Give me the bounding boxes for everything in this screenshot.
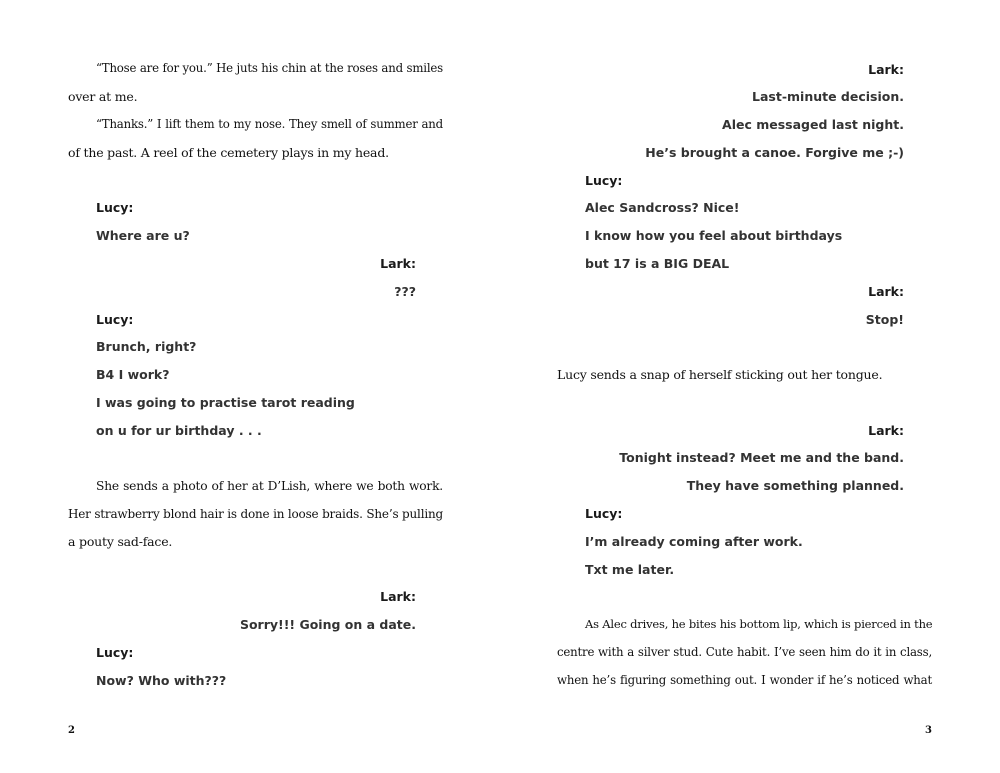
text-message: but 17 is a BIG DEAL [585,256,730,271]
paragraph-line: when he’s figuring something out. I wonder if he’s noticed what [557,673,932,687]
text-message: B4 I work? [96,367,170,382]
sender-label-lark: Lark: [868,423,904,438]
page-number: 2 [68,725,75,736]
sender-label-lark: Lark: [380,589,416,604]
paragraph-line: She sends a photo of her at D’Lish, where we both work. [96,479,443,493]
text-message: Alec messaged last night. [722,117,904,132]
text-message: I was going to practise tarot reading [96,395,355,410]
text-message: Now? Who with??? [96,673,227,688]
sender-label-lucy: Lucy: [96,200,134,215]
text-message: They have something planned. [686,478,904,493]
sender-label-lucy: Lucy: [96,312,134,327]
paragraph-line: Her strawberry blond hair is done in loose braids. She’s pulling [68,507,443,521]
text-message: He’s brought a canoe. Forgive me ;-) [645,145,904,160]
text-message: I’m already coming after work. [585,534,803,549]
text-message: Alec Sandcross? Nice! [585,200,740,215]
text-message: Last-minute decision. [752,89,904,104]
text-message: on u for ur birthday . . . [96,423,262,438]
paragraph-line: “Those are for you.” He juts his chin at the roses and smiles [96,61,443,75]
paragraph-line: centre with a silver stud. Cute habit. I’ve seen him do it in class, [557,645,932,659]
text-message: Sorry!!! Going on a date. [239,617,416,632]
text-message: ??? [394,284,416,299]
text-message: Txt me later. [585,562,675,577]
text-message: Tonight instead? Meet me and the band. [619,450,904,465]
paragraph-line: over at me. [68,89,138,104]
sender-label-lark: Lark: [380,256,416,271]
text-message: Stop! [865,312,904,327]
paragraph-line: As Alec drives, he bites his bottom lip, which is pierced in the [585,617,933,631]
sender-label-lucy: Lucy: [585,173,623,188]
page-number: 3 [925,725,932,736]
paragraph-line: “Thanks.” I lift them to my nose. They smell of summer and [96,117,443,131]
paragraph-line: a pouty sad-face. [68,534,173,549]
text-message: Brunch, right? [96,339,197,354]
right-page [500,0,1000,773]
paragraph-line: Lucy sends a snap of herself sticking out her tongue. [557,367,883,382]
paragraph-line: of the past. A reel of the cemetery plays in my head. [68,145,389,160]
text-message: I know how you feel about birthdays [585,228,843,243]
sender-label-lark: Lark: [868,284,904,299]
sender-label-lark: Lark: [868,62,904,77]
sender-label-lucy: Lucy: [585,506,623,521]
text-message: Where are u? [96,228,190,243]
sender-label-lucy: Lucy: [96,645,134,660]
